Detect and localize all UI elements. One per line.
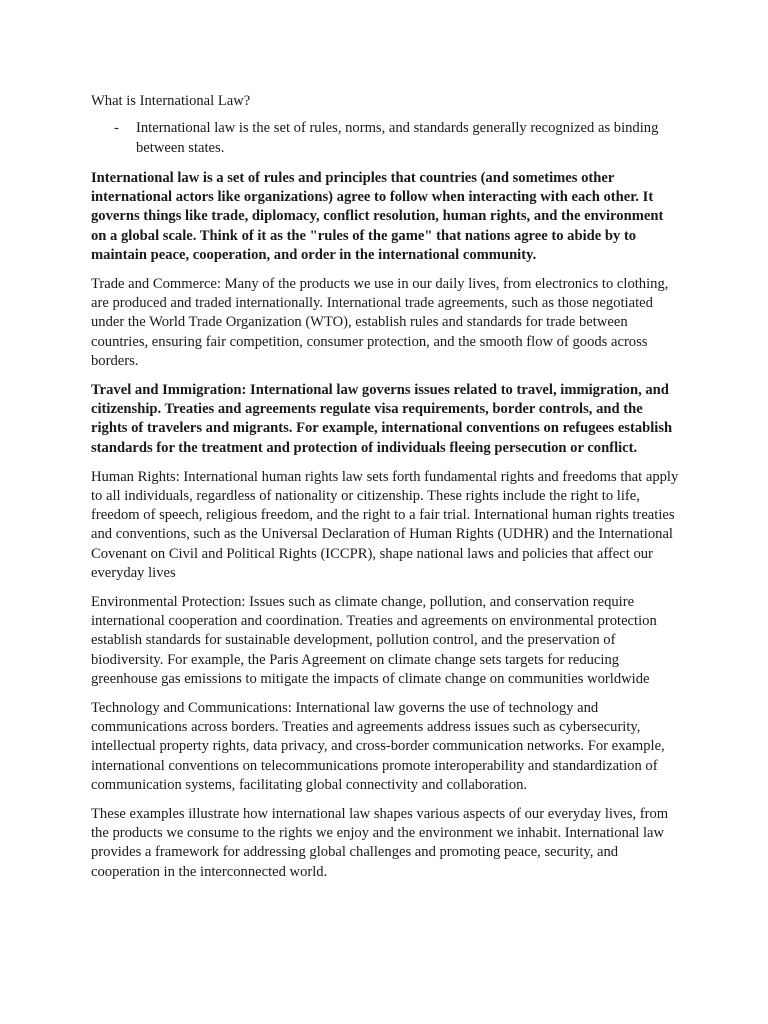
paragraph-conclusion: These examples illustrate how international law shapes various aspects of our everyday lives, from the products we consume to the rights we enjoy and the environment we inhabit. International law provides a framework for addressing global challenges and promoting peace, security, and cooperation in the interconnected world. xyxy=(91,805,669,880)
bullet-list xyxy=(91,119,682,158)
paragraph-human-rights: Human Rights: International human rights law sets forth fundamental rights and freedoms that apply to all individuals, regardless of nationality or citizenship. These rights include the right to life, freedom of speech, religious freedom, and the right to a fair trial. International human rights treaties and conventions, such as the Universal Declaration of Human Rights (UDHR) and the International Covenant on Civil and Political Rights (ICCPR), shape national laws and policies that affect our everyday lives xyxy=(91,468,679,582)
bullet-item xyxy=(91,119,682,158)
paragraph-definition: International law is a set of rules and principles that countries (and sometimes other international actors like organizations) agree to follow when interacting with each other. It governs things like trade, diplomacy, conflict resolution, human rights, and the environment on a global scale. Think of it as the "rules of the game" that nations agree to abide by to maintain peace, cooperation, and order in the international community. xyxy=(91,169,664,264)
paragraph-trade-commerce: Trade and Commerce: Many of the products we use in our daily lives, from electronics to clothing, are produced and traded internationally. International trade agreements, such as those negotiated under the World Trade Organization (WTO), establish rules and standards for trade between countries, ensuring fair competition, consumer protection, and the smooth flow of goods across borders. xyxy=(91,275,669,370)
bullet-text: International law is the set of rules, norms, and standards generally recognized as binding between states. xyxy=(136,120,659,156)
document-heading: What is International Law? xyxy=(91,93,251,109)
paragraph-technology-communications: Technology and Communications: International law governs the use of technology and communications across borders. Treaties and agreements address issues such as cybersecurity, intellectual property rights, data privacy, and cross-border communication networks. For example, international conventions on telecommunications promote interoperability and standardization of communication systems, facilitating global connectivity and collaboration. xyxy=(91,699,665,793)
paragraph-environmental-protection: Environmental Protection: Issues such as climate change, pollution, and conservation require international cooperation and coordination. Treaties and agreements on environmental protection establish standards for sustainable development, pollution control, and the preservation of biodiversity. For example, the Paris Agreement on climate change sets targets for reducing greenhouse gas emissions to mitigate the impacts of climate change on communities worldwide xyxy=(91,593,657,688)
paragraph-travel-immigration: Travel and Immigration: International law governs issues related to travel, immigration, and citizenship. Treaties and agreements regulate visa requirements, border controls, and the rights of travelers and migrants. For example, international conventions on refugees establish standards for the treatment and protection of individuals fleeing persecution or conflict. xyxy=(91,381,673,456)
bullet-dash-marker: - xyxy=(114,120,119,137)
